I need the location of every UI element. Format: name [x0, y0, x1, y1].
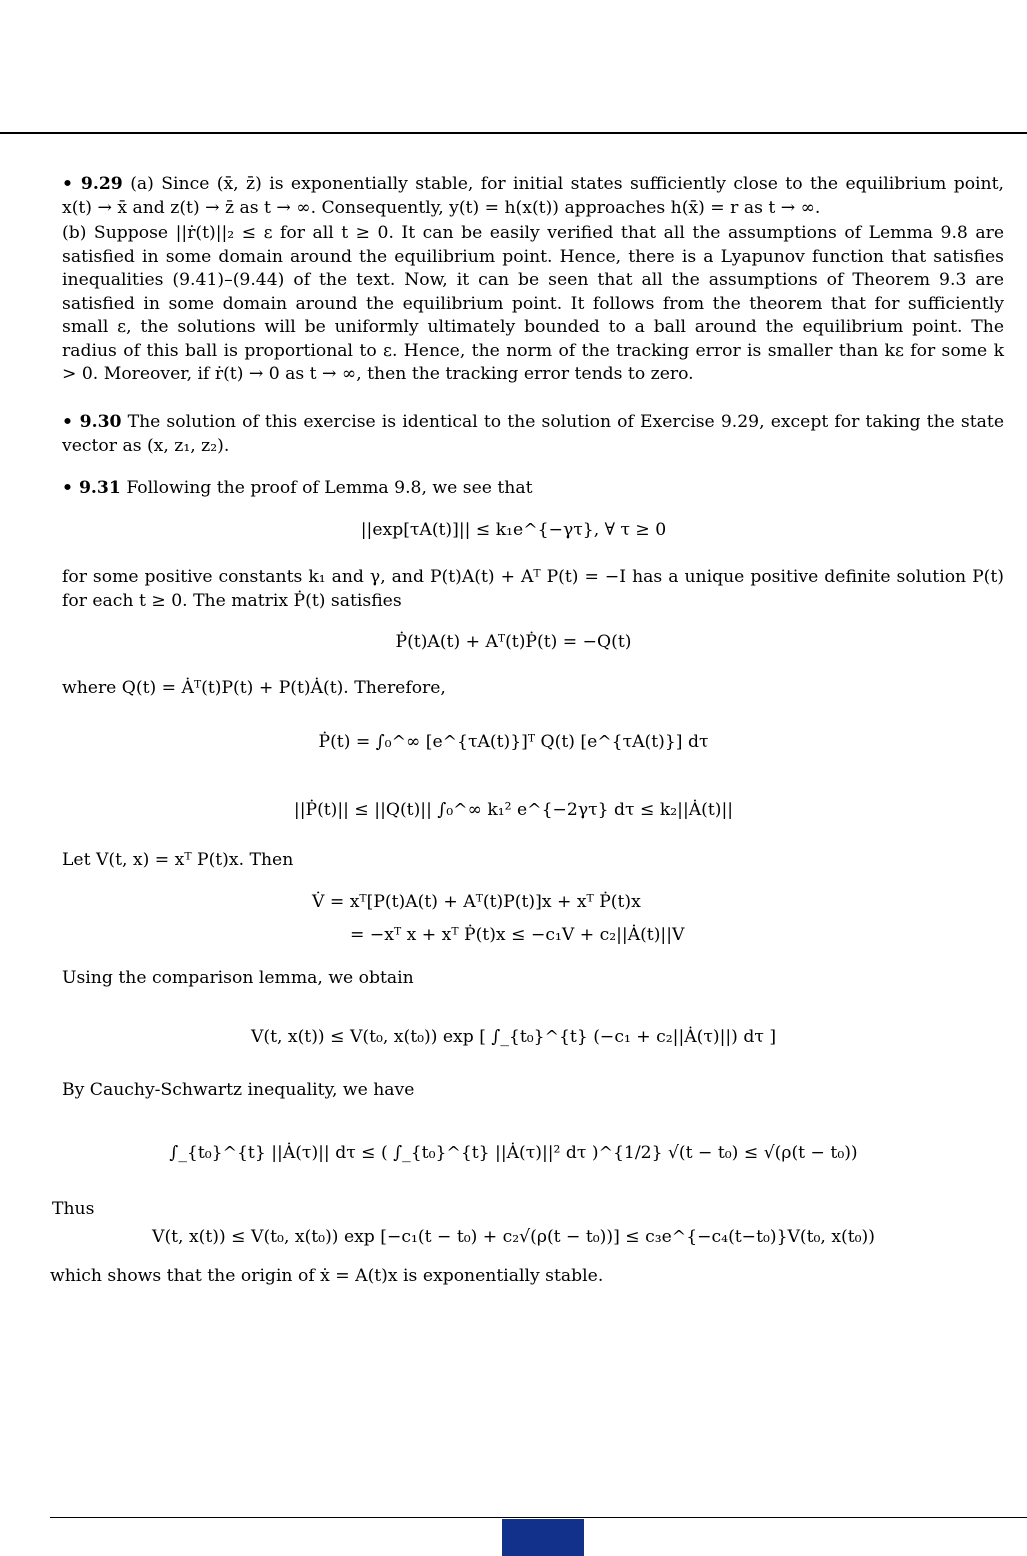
paragraph-cauchy-schwartz: By Cauchy-Schwartz inequality, we have [62, 1080, 415, 1100]
header-rule [0, 132, 1027, 134]
paragraph-comparison: Using the comparison lemma, we obtain [62, 968, 414, 988]
paragraph-text: Following the proof of Lemma 9.8, we see that [126, 478, 533, 498]
exercise-9-30 [62, 411, 1004, 458]
exercise-number: • 9.30 [62, 412, 122, 432]
paragraph-lyapunov-def: Let V(t, x) = xᵀ P(t)x. Then [62, 850, 294, 870]
equation-exp-bound: ||exp[τA(t)]|| ≤ k₁e^{−γτ}, ∀ τ ≥ 0 [360, 520, 667, 540]
paragraph-constants: for some positive constants k₁ and γ, and P(t)A(t) + Aᵀ P(t) = −I has a unique positive definite solution P(t) for each t ≥ 0. The matrix Ṗ(t) satisfies [62, 567, 1004, 611]
equation-cauchy-schwartz: ∫_{t₀}^{t} ||Ȧ(τ)|| dτ ≤ ( ∫_{t₀}^{t} ||Ȧ(τ)||² dτ )^{1/2} √(t − t₀) ≤ √(ρ(t − t₀)) [169, 1143, 858, 1163]
equation-pdot-lyapunov: Ṗ(t)A(t) + Aᵀ(t)Ṗ(t) = −Q(t) [395, 632, 632, 652]
page-number-block [502, 1519, 584, 1556]
equation-vdot-line2: = −xᵀ x + xᵀ Ṗ(t)x ≤ −c₁V + c₂||Ȧ(t)||V [350, 925, 685, 945]
paragraph-text: (a) Since (x̄, z̄) is exponentially stable, for initial states sufficiently close to the equilibrium point, x(t) → x̄ and z(t) → z̄ as t → ∞. Consequently, y(t) = h(x(t)) approaches h(x̄) = r as t → ∞. [62, 174, 1004, 218]
exercise-9-29-part-a [62, 173, 1004, 220]
exercise-number: • 9.29 [62, 174, 123, 194]
paragraph-text: (b) Suppose ||ṙ(t)||₂ ≤ ε for all t ≥ 0. It can be easily verified that all the assumptions of Lemma 9.8 are satisfied in some domain around the equilibrium point. Hence, there is a Lyapunov function that satisfies inequalities (9.41)–(9.44) of the text. Now, it can be seen that all the assumptions of Theorem 9.3 are satisfied in some domain around the equilibrium point. It follows from the theorem that for sufficiently small ε, the solutions will be uniformly ultimately bounded to a ball around the equilibrium point. The radius of this ball is proportional to ε. Hence, the norm of the tracking error is smaller than kε for some k > 0. Moreover, if ṙ(t) → 0 as t → ∞, then the tracking error tends to zero. [62, 223, 1004, 384]
paragraph-thus: Thus [52, 1199, 95, 1219]
equation-pdot-norm-bound: ||Ṗ(t)|| ≤ ||Q(t)|| ∫₀^∞ k₁² e^{−2γτ} dτ ≤ k₂||Ȧ(t)|| [293, 800, 734, 820]
exercise-9-31-intro [62, 477, 1004, 501]
equation-comparison-bound: V(t, x(t)) ≤ V(t₀, x(t₀)) exp [ ∫_{t₀}^{t} (−c₁ + c₂||Ȧ(τ)||) dτ ] [250, 1027, 777, 1047]
equation-pdot-integral: Ṗ(t) = ∫₀^∞ [e^{τA(t)}]ᵀ Q(t) [e^{τA(t)}] dτ [318, 732, 709, 752]
paragraph-text: The solution of this exercise is identical to the solution of Exercise 9.29, except for taking the state vector as (x, z₁, z₂). [62, 412, 1004, 456]
exercise-9-29-part-b [62, 222, 1004, 387]
paragraph-conclusion: which shows that the origin of ẋ = A(t)x is exponentially stable. [50, 1266, 604, 1286]
equation-vdot-line1: V̇ = xᵀ[P(t)A(t) + Aᵀ(t)P(t)]x + xᵀ Ṗ(t)x [312, 892, 641, 912]
footer-rule [50, 1517, 1027, 1518]
exercise-number: • 9.31 [62, 478, 121, 498]
paragraph-q-definition: where Q(t) = Ȧᵀ(t)P(t) + P(t)Ȧ(t). Therefore, [62, 678, 446, 698]
equation-final-bound: V(t, x(t)) ≤ V(t₀, x(t₀)) exp [−c₁(t − t₀) + c₂√(ρ(t − t₀))] ≤ c₃e^{−c₄(t−t₀)}V(t₀, x(t₀)) [152, 1227, 875, 1247]
